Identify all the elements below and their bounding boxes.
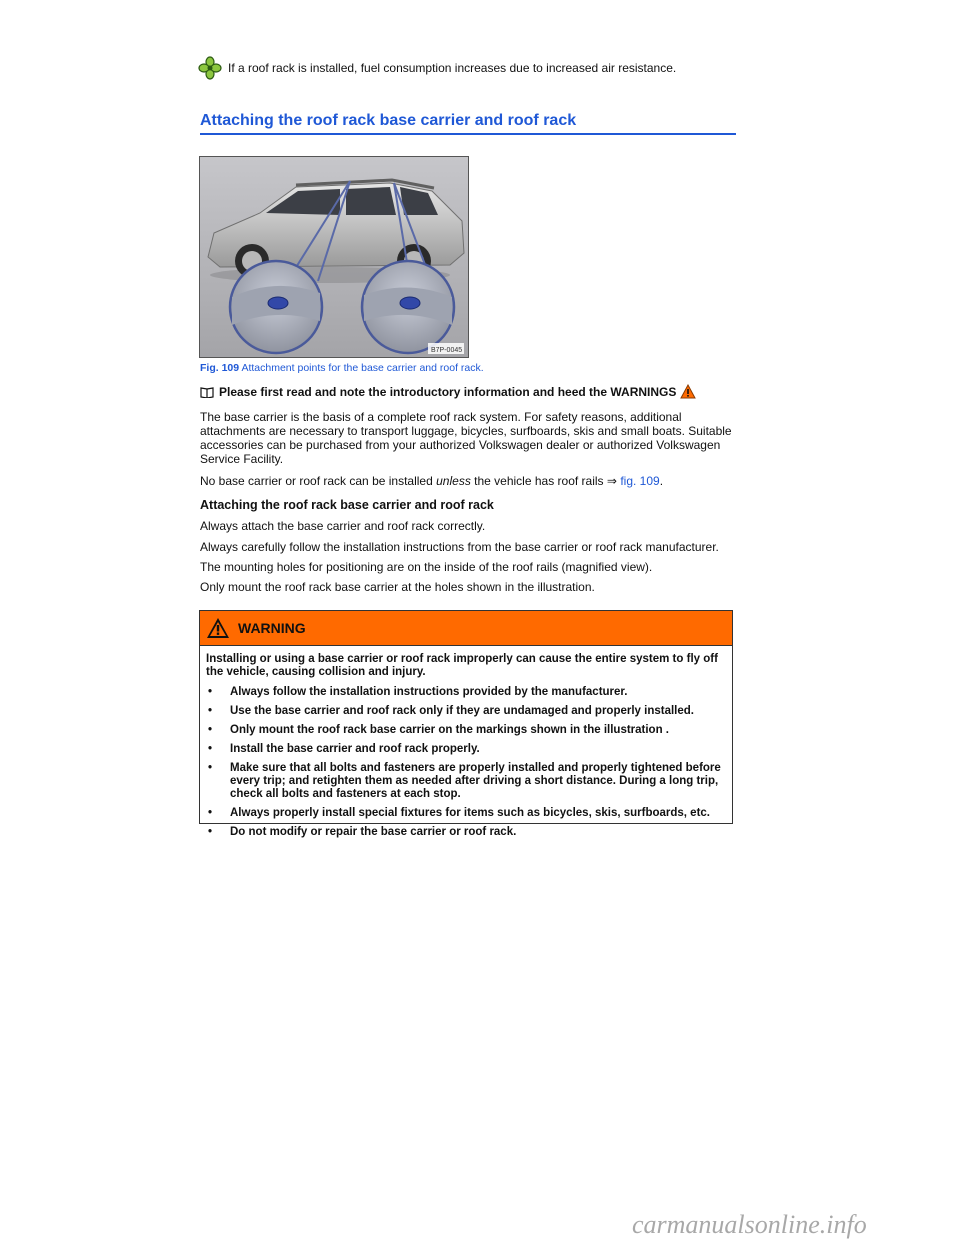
- roof-rails-text-2: the vehicle has roof rails: [474, 474, 604, 488]
- warning-item: [206, 762, 726, 801]
- image-code: B7P-0045: [431, 347, 463, 354]
- book-icon: [200, 386, 214, 398]
- warning-item-text: Always follow the installation instructions provided by the manufacturer.: [230, 686, 628, 698]
- warning-item-text: Only mount the roof rack base carrier on the markings shown in the illustration .: [230, 724, 669, 736]
- paragraph-mounting-holes: The mounting holes for positioning are on the inside of the roof rails (magnified view).: [200, 560, 653, 574]
- bullet-symbol: •: [208, 705, 213, 717]
- figure-image: [199, 156, 469, 358]
- bullet-symbol: •: [208, 743, 213, 755]
- paragraph-attach-correctly: Always attach the base carrier and roof rack correctly.: [200, 519, 486, 533]
- paragraph-mount-holes-shown: Only mount the roof rack base carrier at the holes shown in the illustration.: [200, 580, 595, 594]
- warning-item-text: Make sure that all bolts and fasteners are properly installed and properly tightened before every trip; and retighten them as needed after driving a short distance. During a long trip, check all bolts and fasteners at each stop.: [230, 762, 721, 800]
- leaf-icon: [198, 56, 222, 80]
- warning-icon[interactable]: [680, 384, 696, 399]
- paragraph-roof-rails: [200, 474, 740, 488]
- figure-caption-label: Fig. 109: [200, 362, 240, 374]
- warning-triangle-icon: [206, 617, 230, 639]
- roof-rails-end: .: [659, 474, 664, 488]
- warning-item: [206, 686, 726, 699]
- paragraph-base-carrier: The base carrier is the basis of a complete roof rack system. For safety reasons, additional attachments are necessary to transport luggage, bicycles, surfboards, skis and small boats. Suitable accessories can be purchased from your authorized Volkswagen dealer or authorized Volkswagen Service Facility.: [200, 410, 732, 466]
- warning-item: [206, 724, 726, 737]
- arrow-symbol: ⇒: [606, 474, 617, 488]
- bullet-symbol: •: [208, 762, 213, 774]
- figure-link[interactable]: fig. 109: [620, 474, 660, 488]
- roof-rails-text-1: No base carrier or roof rack can be installed: [200, 474, 433, 488]
- warning-body: [200, 646, 732, 839]
- roof-rails-emphasis: unless: [436, 474, 471, 488]
- eco-note: [198, 54, 758, 82]
- warning-item-text: Install the base carrier and roof rack properly.: [230, 743, 480, 755]
- warning-header: [200, 611, 732, 646]
- bullet-symbol: •: [208, 826, 213, 838]
- subheading: Attaching the roof rack base carrier and roof rack: [200, 498, 494, 512]
- intro-note: [200, 384, 740, 399]
- warning-item-text: Always properly install special fixtures for items such as bicycles, skis, surfboards, etc.: [230, 807, 711, 819]
- warning-box: [199, 610, 733, 838]
- bullet-symbol: •: [208, 807, 213, 819]
- figure-caption: [200, 362, 484, 374]
- figure-caption-text: Attachment points for the base carrier and roof rack.: [241, 362, 484, 374]
- warning-item: [206, 826, 726, 839]
- bullet-symbol: •: [208, 686, 213, 698]
- warning-item-text: Do not modify or repair the base carrier or roof rack.: [230, 826, 517, 838]
- warning-item: [206, 807, 726, 820]
- eco-note-text: If a roof rack is installed, fuel consumption increases due to increased air resistance.: [228, 61, 677, 75]
- warning-item: [206, 743, 726, 756]
- warning-lead: Installing or using a base carrier or roof rack improperly can cause the entire system to fly off the vehicle, causing collision and injury.: [206, 653, 718, 678]
- bullet-symbol: •: [208, 724, 213, 736]
- car-illustration: [200, 157, 468, 357]
- warning-item: [206, 705, 726, 718]
- intro-note-text: Please first read and note the introductory information and heed the WARNINGS: [219, 384, 677, 399]
- warning-item-text: Use the base carrier and roof rack only if they are undamaged and properly installed.: [230, 705, 694, 717]
- paragraph-follow-instructions: Always carefully follow the installation instructions from the base carrier or roof rack manufacturer.: [200, 540, 719, 554]
- warning-title: WARNING: [238, 620, 306, 636]
- watermark: carmanualsonline.info: [632, 1210, 867, 1239]
- warning-list: [206, 686, 726, 839]
- section-heading: Attaching the roof rack base carrier and roof rack: [200, 112, 736, 135]
